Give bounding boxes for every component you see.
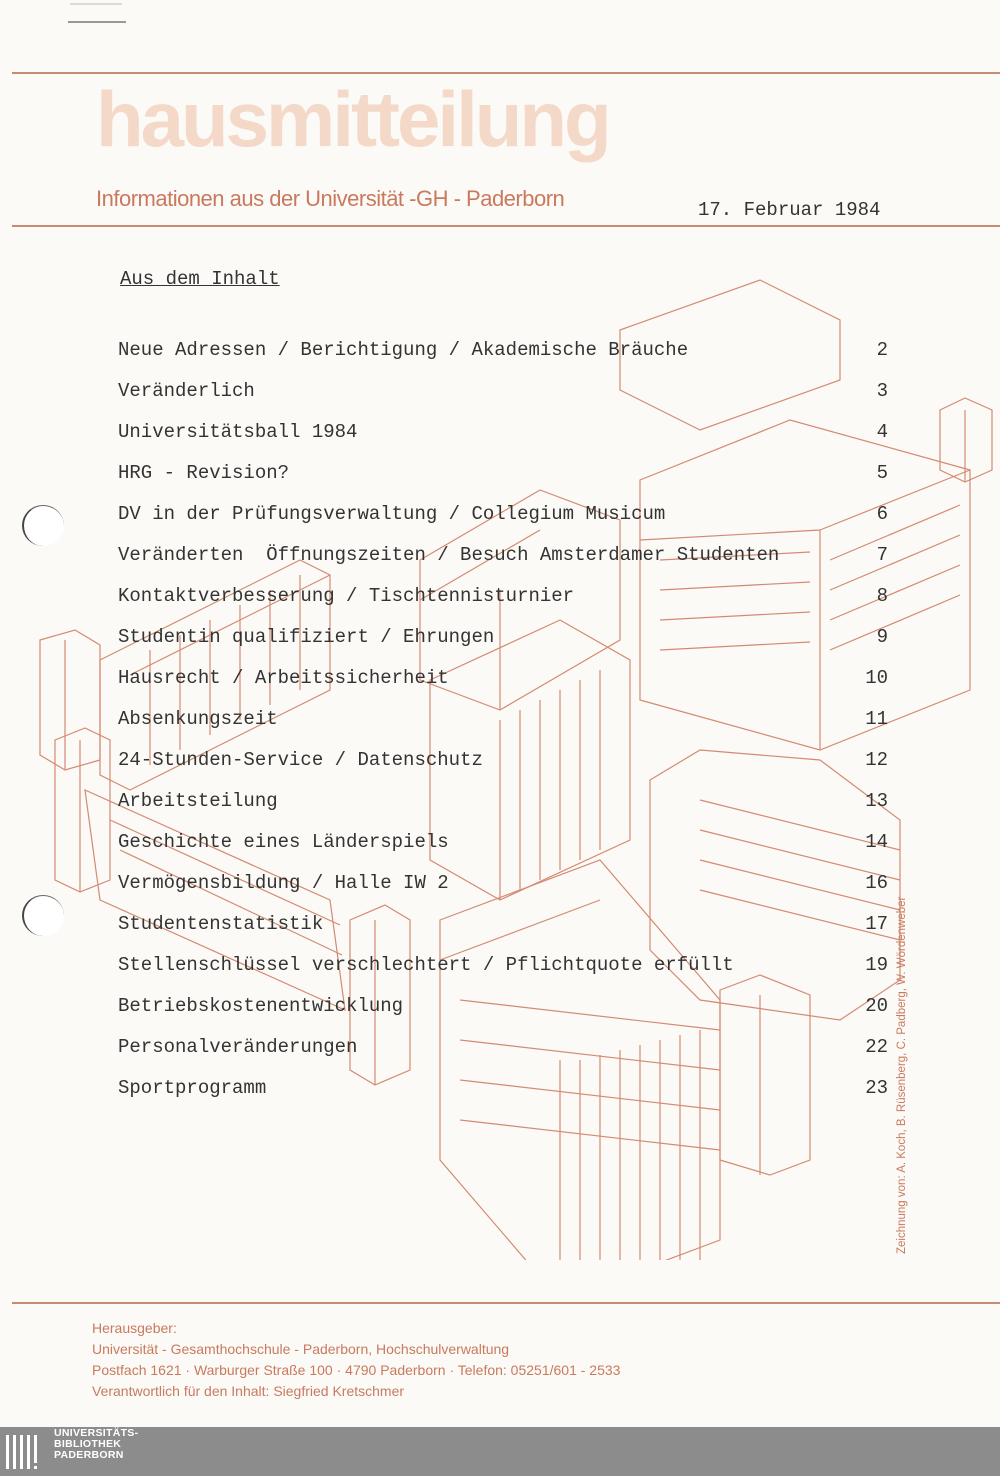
toc-item [118,749,898,775]
punch-hole [22,895,64,936]
toc-item [118,626,898,652]
toc-item [118,503,898,529]
toc-item-title: Vermögensbildung / Halle IW 2 [118,872,449,894]
toc-item-page: 3 [876,380,888,402]
toc-item [118,544,898,570]
toc-item [118,421,898,447]
pencil-mark [66,0,128,30]
toc-item [118,1036,898,1062]
toc-item-title: Hausrecht / Arbeitssicherheit [118,667,449,689]
toc-item-title: Kontaktverbesserung / Tischtennisturnier [118,585,575,607]
toc-item [118,585,898,611]
toc-item-page: 9 [876,626,888,648]
masthead-subtitle: Informationen aus der Universität -GH - Paderborn [96,186,565,211]
toc-item-page: 5 [876,462,888,484]
toc-item-title: Studentenstatistik [118,913,324,935]
library-logo-icon [6,1431,46,1471]
toc-item [118,790,898,816]
toc-item [118,462,898,488]
masthead-title: hausmitteilung [96,75,609,163]
toc-item-page: 20 [865,995,888,1017]
library-name-line2: BIBLIOTHEK [54,1438,122,1450]
toc-item-title: DV in der Prüfungsverwaltung / Collegium Musicum [118,503,666,525]
toc-item-page: 6 [876,503,888,525]
toc-item-title: Studentin qualifiziert / Ehrungen [118,626,495,648]
imprint-address: Postfach 1621 · Warburger Straße 100 · 4790 Paderborn · Telefon: 05251/601 - 2533 [92,1362,621,1378]
imprint-publisher: Universität - Gesamthochschule - Paderborn, Hochschulverwaltung [92,1341,510,1357]
toc-item-title: Absenkungszeit [118,708,278,730]
toc-item [118,708,898,734]
toc-item [118,1077,898,1103]
toc-item-page: 22 [865,1036,888,1058]
toc-item [118,872,898,898]
toc-item-title: Geschichte eines Länderspiels [118,831,449,853]
toc-item-title: Veränderten Öffnungszeiten / Besuch Amsterdamer Studenten [118,544,780,566]
toc-item-page: 13 [865,790,888,812]
toc-heading: Aus dem Inhalt [120,268,280,290]
top-rule [12,72,1000,74]
toc-item-page: 10 [865,667,888,689]
toc-item-page: 14 [865,831,888,853]
toc-item-page: 8 [876,585,888,607]
imprint-responsible: Verantwortlich für den Inhalt: Siegfried Kretschmer [92,1383,405,1399]
library-footer-bar [0,1427,1000,1476]
toc-item-page: 23 [865,1077,888,1099]
toc-item [118,831,898,857]
toc-item [118,339,898,365]
toc-item [118,913,898,939]
imprint-label: Herausgeber: [92,1320,177,1336]
toc-item [118,667,898,693]
toc-item-page: 16 [865,872,888,894]
toc-item-title: Neue Adressen / Berichtigung / Akademische Bräuche [118,339,689,361]
toc-item-title: Personalveränderungen [118,1036,358,1058]
toc-item-page: 4 [876,421,888,443]
toc-item-page: 7 [876,544,888,566]
library-name [54,1428,138,1461]
issue-date: 17. Februar 1984 [698,199,881,221]
toc-item-title: Universitätsball 1984 [118,421,358,443]
toc-item [118,954,898,980]
toc-item-title: Betriebskostenentwicklung [118,995,404,1017]
toc-item-page: 2 [876,339,888,361]
footer-rule [12,1302,1000,1304]
toc-item-page: 19 [865,954,888,976]
punch-hole [22,505,64,546]
toc-item-title: Veränderlich [118,380,255,402]
toc-item-page: 17 [865,913,888,935]
toc-item [118,380,898,406]
toc-item-title: Stellenschlüssel verschlechtert / Pflichtquote erfüllt [118,954,734,976]
toc-item-title: HRG - Revision? [118,462,290,484]
toc-item-title: Sportprogramm [118,1077,267,1099]
toc-item-page: 11 [865,708,888,730]
library-name-line3: PADERBORN [54,1449,124,1461]
toc-item [118,995,898,1021]
library-name-line1: UNIVERSITÄTS- [54,1427,139,1439]
header-rule [12,225,1000,227]
drawing-credit: Zeichnung von: A. Koch, B. Rüsenberg, C. Padberg, W. Wördenweber [896,896,908,1254]
toc-item-title: 24-Stunden-Service / Datenschutz [118,749,483,771]
toc-item-page: 12 [865,749,888,771]
imprint [92,1318,620,1402]
toc-item-title: Arbeitsteilung [118,790,278,812]
